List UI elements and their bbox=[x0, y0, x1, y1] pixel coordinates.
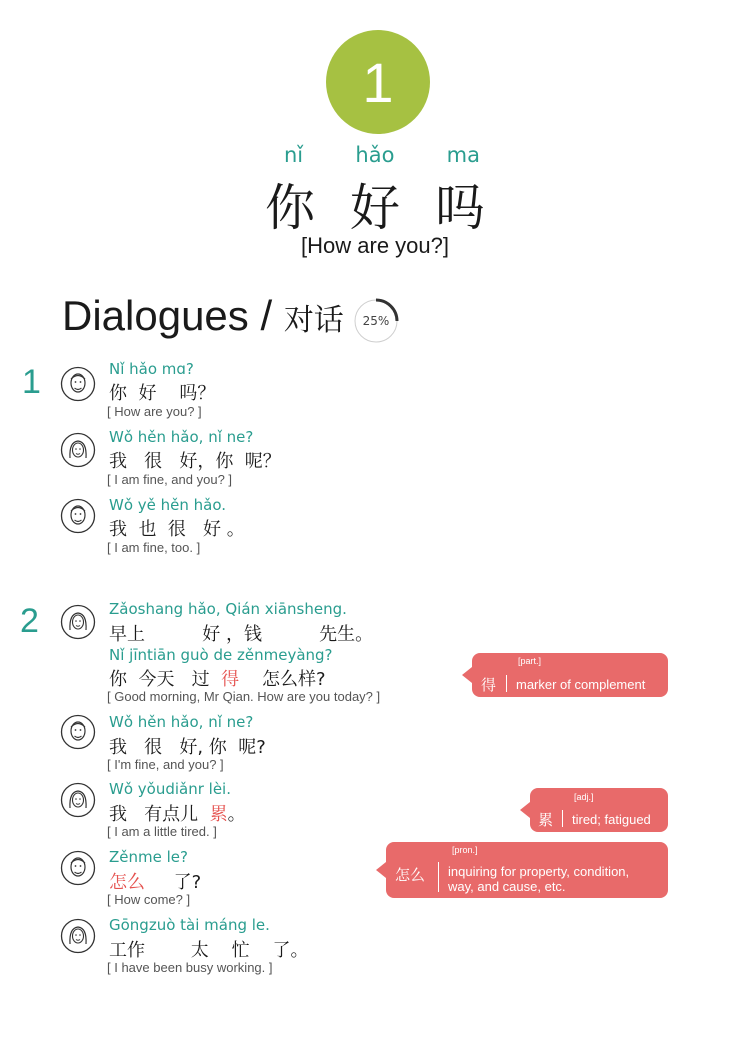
line-pinyin: Wǒ yě hěn hǎo. bbox=[109, 496, 227, 514]
line-hanzi: 我 很 好，你 呢？ bbox=[109, 451, 281, 472]
title-hanzi bbox=[265, 168, 485, 240]
man-avatar-icon bbox=[60, 498, 96, 534]
vocab-bubble bbox=[530, 788, 668, 832]
vocab-divider bbox=[438, 862, 439, 892]
woman-avatar-icon bbox=[60, 604, 96, 640]
hanzi-highlight: 得 bbox=[221, 669, 240, 690]
title-english: [How are you?] bbox=[301, 233, 449, 258]
progress-ring bbox=[352, 297, 400, 345]
hanzi-highlight: 累 bbox=[209, 804, 228, 825]
vocab-word: 累 bbox=[538, 811, 554, 829]
vocab-definition: inquiring for property, condition, bbox=[448, 864, 630, 879]
woman-avatar-icon bbox=[60, 782, 96, 818]
vocab-divider bbox=[506, 675, 507, 692]
line-hanzi: 早上 好 ，钱 先生。 bbox=[109, 624, 374, 645]
title-pinyin-syllable: hǎo bbox=[355, 143, 395, 167]
section-heading-en: Dialogues bbox=[62, 292, 249, 339]
vocab-definition: way, and cause, etc. bbox=[448, 879, 566, 894]
line-hanzi bbox=[109, 665, 326, 691]
title-hanzi-char: 好 bbox=[350, 179, 400, 237]
hanzi-highlight: 怎么 bbox=[109, 872, 145, 893]
dialogue-number: 2 bbox=[20, 602, 39, 640]
woman-avatar-icon bbox=[60, 918, 96, 954]
hanzi-text: 怎么样? bbox=[239, 669, 326, 690]
line-pinyin: Zǎoshang hǎo, Qián xiānsheng. bbox=[109, 600, 347, 618]
line-pinyin: Nǐ hǎo mɑ? bbox=[109, 360, 194, 378]
line-pinyin: Nǐ jīntiān guò de zěnmeyàng? bbox=[109, 646, 333, 664]
progress-label: 25% bbox=[362, 314, 390, 328]
line-pinyin: Wǒ yǒudiǎnr lèi. bbox=[109, 780, 231, 798]
line-translation: [ Good morning, Mr Qian. How are you today? ] bbox=[107, 689, 381, 704]
line-translation: [ I'm fine, and you? ] bbox=[107, 757, 224, 772]
vocab-definition: marker of complement bbox=[516, 677, 646, 692]
vocab-word: 怎么 bbox=[395, 866, 426, 884]
dialogue-number: 1 bbox=[22, 363, 41, 401]
title-pinyin-syllable: ma bbox=[446, 143, 480, 167]
man-avatar-icon bbox=[60, 714, 96, 750]
line-translation: [ I have been busy working. ] bbox=[107, 960, 273, 975]
line-hanzi bbox=[109, 868, 201, 894]
line-hanzi: 你 好 吗？ bbox=[109, 383, 216, 404]
vocab-pos: [pron.] bbox=[452, 845, 478, 855]
vocab-pos: [part.] bbox=[518, 656, 542, 666]
lesson-number: 1 bbox=[362, 50, 394, 114]
vocab-bubble bbox=[386, 842, 668, 898]
hanzi-text: 你 今天 过 bbox=[109, 669, 222, 690]
vocab-pos: [adj.] bbox=[574, 792, 594, 802]
hanzi-text: 。 bbox=[227, 804, 246, 825]
man-avatar-icon bbox=[60, 850, 96, 886]
line-hanzi bbox=[109, 800, 246, 826]
section-heading-sep: / bbox=[248, 292, 284, 339]
line-hanzi: 工作 太 忙 了。 bbox=[109, 940, 309, 961]
section-heading bbox=[62, 292, 344, 340]
vocab-bubble bbox=[472, 653, 668, 697]
line-translation: [ How are you? ] bbox=[107, 404, 202, 419]
title-hanzi-char: 吗 bbox=[435, 179, 485, 237]
line-hanzi: 我 很 好, 你 呢? bbox=[109, 737, 266, 758]
vocab-divider bbox=[562, 810, 563, 827]
line-translation: [ I am a little tired. ] bbox=[107, 824, 217, 839]
title-hanzi-char: 你 bbox=[265, 179, 315, 237]
lesson-number-badge bbox=[326, 30, 430, 134]
man-avatar-icon bbox=[60, 366, 96, 402]
line-pinyin: Zěnme le? bbox=[109, 848, 188, 866]
line-translation: [ I am fine, too. ] bbox=[107, 540, 201, 555]
line-pinyin: Wǒ hěn hǎo, nǐ ne? bbox=[109, 428, 254, 446]
line-pinyin: Gōngzuò tài máng le. bbox=[109, 916, 270, 934]
section-heading-zh: 对话 bbox=[283, 303, 344, 338]
woman-avatar-icon bbox=[60, 432, 96, 468]
line-pinyin: Wǒ hěn hǎo, nǐ ne? bbox=[109, 713, 254, 731]
vocab-word: 得 bbox=[481, 676, 497, 694]
title-pinyin-syllable: nǐ bbox=[284, 143, 304, 167]
line-translation: [ I am fine, and you? ] bbox=[107, 472, 233, 487]
line-translation: [ How come? ] bbox=[107, 892, 191, 907]
hanzi-text: 了? bbox=[145, 872, 202, 893]
title-pinyin bbox=[284, 143, 480, 167]
vocab-definition: tired; fatigued bbox=[572, 812, 651, 827]
hanzi-text: 我 有点儿 bbox=[109, 804, 210, 825]
line-hanzi: 我 也 很 好 。 bbox=[109, 519, 245, 540]
